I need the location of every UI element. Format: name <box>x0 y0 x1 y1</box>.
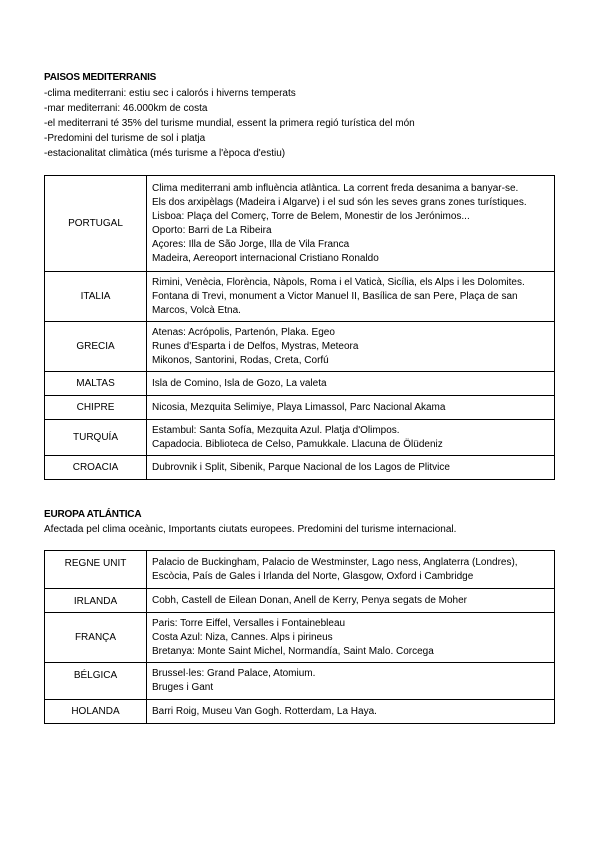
description-line: Escòcia, País de Gales i Irlanda del Norte, Glasgow, Oxford i Cambridge <box>152 570 474 582</box>
country-cell: FRANÇA <box>45 613 147 663</box>
bullet-line: -clima mediterrani: estiu sec i calorós i hiverns temperats <box>44 88 296 99</box>
table-row <box>45 663 555 700</box>
country-cell: HOLANDA <box>45 700 147 724</box>
description-line: Clima mediterrani amb influència atlàntica. La corrent freda desanima a banyar-se. <box>152 182 519 194</box>
table-row <box>45 176 555 272</box>
description-line: Els dos arxipèlags (Madeira i Algarve) i el sud són les seves grans zones turístiques. <box>152 196 527 208</box>
country-cell: REGNE UNIT <box>45 551 147 589</box>
table-row <box>45 700 555 724</box>
mediterranean-title: PAISOS MEDITERRANIS <box>44 72 157 83</box>
description-cell <box>147 589 555 613</box>
description-line: Cobh, Castell de Eilean Donan, Anell de Kerry, Penya segats de Moher <box>152 594 467 606</box>
description-line: Dubrovnik i Split, Sibenik, Parque Nacional de los Lagos de Plitvice <box>152 461 450 473</box>
table-row <box>45 613 555 663</box>
atlantic-title: EUROPA ATLÁNTICA <box>44 509 142 520</box>
description-cell <box>147 551 555 589</box>
bullet-line: -el mediterrani té 35% del turisme mundial, essent la primera regió turística del món <box>44 118 415 129</box>
table-row <box>45 396 555 420</box>
description-line: Atenas: Acrópolis, Partenón, Plaka. Egeo <box>152 326 335 338</box>
description-line: Barri Roig, Museu Van Gogh. Rotterdam, La Haya. <box>152 705 377 717</box>
description-line: Runes d'Esparta i de Delfos, Mystras, Meteora <box>152 340 359 352</box>
description-line: Bruges i Gant <box>152 682 214 693</box>
country-cell: CHIPRE <box>45 396 147 420</box>
atlantic-table <box>44 550 555 724</box>
country-cell: PORTUGAL <box>45 176 147 272</box>
table-row <box>45 589 555 613</box>
description-cell <box>147 176 555 272</box>
country-cell: BÉLGICA <box>45 663 147 700</box>
description-line: Mikonos, Santorini, Rodas, Creta, Corfú <box>152 354 329 366</box>
table-row <box>45 372 555 396</box>
description-line: Bretanya: Monte Saint Michel, Normandía, Saint Malo. Corcega <box>152 645 434 657</box>
description-cell <box>147 396 555 420</box>
description-line: Marcos, Volcà Etna. <box>152 304 241 316</box>
country-cell: CROACIA <box>45 456 147 480</box>
country-cell: GRECIA <box>45 322 147 372</box>
description-line: Fontana di Trevi, monument a Victor Manuel II, Basílica de san Pere, Plaça de san <box>152 290 518 302</box>
description-line: Lisboa: Plaça del Comerç, Torre de Belem, Monestir de los Jerónimos... <box>152 210 470 222</box>
description-cell <box>147 456 555 480</box>
description-cell <box>147 272 555 322</box>
description-cell <box>147 613 555 663</box>
description-cell <box>147 372 555 396</box>
atlantic-subtitle: Afectada pel clima oceànic, Importants ciutats europees. Predomini del turisme internacional. <box>44 524 457 535</box>
country-cell: IRLANDA <box>45 589 147 613</box>
description-line: Capadocia. Biblioteca de Celso, Pamukkale. Llacuna de Ölüdeniz <box>152 438 443 450</box>
description-line: Brussel·les: Grand Palace, Atomium. <box>152 668 316 679</box>
description-cell <box>147 663 555 700</box>
description-line: Isla de Comino, Isla de Gozo, La valeta <box>152 377 327 389</box>
description-line: Açores: Illa de São Jorge, Illa de Vila Franca <box>152 238 350 250</box>
country-cell: MALTAS <box>45 372 147 396</box>
description-cell <box>147 700 555 724</box>
mediterranean-table <box>44 175 555 480</box>
description-cell <box>147 420 555 456</box>
table-row <box>45 551 555 589</box>
description-line: Madeira, Aereoport internacional Cristiano Ronaldo <box>152 252 379 264</box>
table-row <box>45 456 555 480</box>
description-line: Palacio de Buckingham, Palacio de Westminster, Lago ness, Anglaterra (Londres), <box>152 556 518 568</box>
table-row <box>45 272 555 322</box>
description-line: Estambul: Santa Sofía, Mezquita Azul. Platja d'Olimpos. <box>152 424 400 436</box>
country-cell: TURQUÍA <box>45 420 147 456</box>
description-line: Paris: Torre Eiffel, Versalles i Fontainebleau <box>152 617 346 629</box>
bullet-line: -mar mediterrani: 46.000km de costa <box>44 103 208 114</box>
description-line: Nicosia, Mezquita Selimiye, Playa Limassol, Parc Nacional Akama <box>152 401 446 413</box>
bullet-line: -estacionalitat climàtica (més turisme a l'època d'estiu) <box>44 148 286 159</box>
country-cell: ITALIA <box>45 272 147 322</box>
bullet-line: -Predomini del turisme de sol i platja <box>44 133 206 144</box>
table-row <box>45 420 555 456</box>
description-cell <box>147 322 555 372</box>
table-row <box>45 322 555 372</box>
mediterranean-bullets <box>44 86 415 161</box>
description-line: Costa Azul: Niza, Cannes. Alps i pirineus <box>152 631 333 643</box>
description-line: Rimini, Venècia, Florència, Nàpols, Roma i el Vaticà, Sicília, els Alps i les Dolomites. <box>152 276 525 288</box>
description-line: Oporto: Barri de La Ribeira <box>152 224 272 236</box>
